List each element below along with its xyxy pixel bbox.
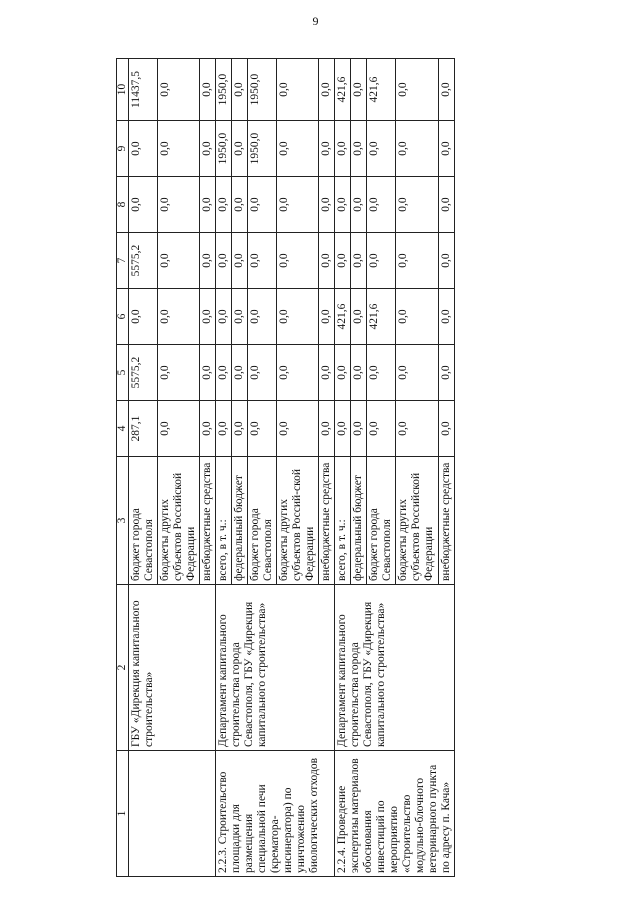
value-cell: 0,0 [232, 289, 248, 345]
value-cell: 0,0 [129, 177, 158, 233]
value-cell: 0,0 [129, 121, 158, 177]
value-cell: 0,0 [158, 289, 200, 345]
value-cell: 0,0 [200, 401, 216, 457]
page-number: 9 [312, 14, 319, 28]
value-cell: 0,0 [216, 177, 232, 233]
column-header: 9 [117, 121, 129, 177]
value-cell: 0,0 [319, 177, 335, 233]
value-cell: 0,0 [277, 401, 319, 457]
value-cell: 0,0 [158, 121, 200, 177]
funding-source: федеральный бюджет [351, 457, 367, 585]
funding-source: внебюджетные средства [319, 457, 335, 585]
value-cell: 0,0 [367, 121, 396, 177]
value-cell: 0,0 [438, 59, 454, 121]
column-header: 3 [117, 457, 129, 585]
value-cell: 0,0 [396, 177, 438, 233]
budget-table [116, 58, 455, 877]
funding-source: внебюджетные средства [200, 457, 216, 585]
value-cell: 0,0 [200, 289, 216, 345]
value-cell: 0,0 [200, 345, 216, 401]
value-cell: 0,0 [335, 233, 351, 289]
value-cell: 0,0 [319, 121, 335, 177]
value-cell: 0,0 [351, 345, 367, 401]
value-cell: 0,0 [396, 121, 438, 177]
table-row [129, 59, 158, 877]
header-row [117, 59, 129, 877]
funding-source: федеральный бюджет [232, 457, 248, 585]
value-cell: 0,0 [319, 289, 335, 345]
value-cell: 0,0 [158, 345, 200, 401]
value-cell: 0,0 [129, 289, 158, 345]
value-cell: 0,0 [351, 401, 367, 457]
value-cell: 0,0 [319, 233, 335, 289]
executor-cell: Департамент капитального строительства города Севастополя, ГБУ «Дирекция капитального строительства» [216, 585, 335, 751]
value-cell: 0,0 [351, 177, 367, 233]
value-cell: 0,0 [248, 177, 277, 233]
value-cell: 421,6 [335, 59, 351, 121]
funding-source: бюджет города Севастополя [129, 457, 158, 585]
value-cell: 5575,2 [129, 233, 158, 289]
value-cell: 0,0 [351, 59, 367, 121]
funding-source: бюджеты других субъектов Российской Федерации [158, 457, 200, 585]
value-cell: 0,0 [158, 59, 200, 121]
funding-source: бюджеты других субъектов Российской Федерации [396, 457, 438, 585]
value-cell: 0,0 [335, 401, 351, 457]
value-cell: 0,0 [351, 233, 367, 289]
funding-source: бюджеты других субъектов Россий-ской Федерации [277, 457, 319, 585]
value-cell: 0,0 [216, 345, 232, 401]
value-cell: 0,0 [438, 401, 454, 457]
value-cell: 0,0 [438, 345, 454, 401]
measure-name-empty [129, 751, 216, 877]
column-header: 2 [117, 585, 129, 751]
value-cell: 0,0 [396, 59, 438, 121]
value-cell: 0,0 [248, 233, 277, 289]
value-cell: 0,0 [351, 121, 367, 177]
value-cell: 1950,0 [248, 121, 277, 177]
value-cell: 0,0 [277, 233, 319, 289]
value-cell: 1950,0 [216, 121, 232, 177]
value-cell: 0,0 [216, 401, 232, 457]
column-header: 8 [117, 177, 129, 233]
value-cell: 0,0 [248, 401, 277, 457]
value-cell: 0,0 [248, 289, 277, 345]
value-cell: 0,0 [319, 59, 335, 121]
value-cell: 0,0 [277, 345, 319, 401]
value-cell: 0,0 [438, 289, 454, 345]
value-cell: 1950,0 [216, 59, 232, 121]
value-cell: 0,0 [367, 401, 396, 457]
funding-source: внебюджетные средства [438, 457, 454, 585]
value-cell: 0,0 [396, 233, 438, 289]
value-cell: 0,0 [335, 345, 351, 401]
measure-name: 2.2.3. Строительство площадки для размещения специальной печи (крематора-инсинератора) по уничтожению биологических отходов [216, 751, 335, 877]
value-cell: 0,0 [232, 177, 248, 233]
value-cell: 0,0 [396, 345, 438, 401]
funding-source: всего, в т. ч.: [216, 457, 232, 585]
funding-source: всего, в т. ч.: [335, 457, 351, 585]
value-cell: 0,0 [396, 289, 438, 345]
value-cell: 0,0 [438, 233, 454, 289]
column-header: 6 [117, 289, 129, 345]
value-cell: 0,0 [232, 401, 248, 457]
value-cell: 0,0 [335, 177, 351, 233]
value-cell: 421,6 [335, 289, 351, 345]
measure-name: 2.2.4. Проведение экспертизы материалов обоснования инвестиций по мероприятию «Строительство модульно-блочного ветеринарного пункта по адресу п. Кача» [335, 751, 455, 877]
value-cell: 0,0 [319, 401, 335, 457]
value-cell: 0,0 [200, 121, 216, 177]
value-cell: 0,0 [158, 233, 200, 289]
value-cell: 0,0 [216, 289, 232, 345]
column-header: 1 [117, 751, 129, 877]
column-header: 10 [117, 59, 129, 121]
funding-source: бюджет города Севастополя [248, 457, 277, 585]
column-header: 4 [117, 401, 129, 457]
value-cell: 0,0 [277, 177, 319, 233]
value-cell: 0,0 [158, 401, 200, 457]
rotated-table-area [116, 59, 583, 877]
value-cell: 0,0 [232, 345, 248, 401]
value-cell: 0,0 [277, 59, 319, 121]
value-cell: 0,0 [232, 59, 248, 121]
value-cell: 287,1 [129, 401, 158, 457]
value-cell: 1950,0 [248, 59, 277, 121]
value-cell: 0,0 [319, 345, 335, 401]
value-cell: 421,6 [367, 59, 396, 121]
value-cell: 0,0 [367, 233, 396, 289]
value-cell: 0,0 [200, 233, 216, 289]
executor-cell: ГБУ «Дирекция капитального строительства» [129, 585, 216, 751]
value-cell: 0,0 [232, 121, 248, 177]
funding-source: бюджет города Севастополя [367, 457, 396, 585]
value-cell: 0,0 [351, 289, 367, 345]
value-cell: 11437,5 [129, 59, 158, 121]
value-cell: 0,0 [248, 345, 277, 401]
value-cell: 5575,2 [129, 345, 158, 401]
value-cell: 0,0 [200, 177, 216, 233]
value-cell: 0,0 [367, 345, 396, 401]
column-header: 5 [117, 345, 129, 401]
value-cell: 0,0 [396, 401, 438, 457]
value-cell: 0,0 [367, 177, 396, 233]
value-cell: 0,0 [438, 177, 454, 233]
value-cell: 0,0 [277, 289, 319, 345]
value-cell: 0,0 [277, 121, 319, 177]
value-cell: 0,0 [335, 121, 351, 177]
value-cell: 421,6 [367, 289, 396, 345]
table-row [335, 59, 351, 877]
value-cell: 0,0 [158, 177, 200, 233]
value-cell: 0,0 [200, 59, 216, 121]
column-header: 7 [117, 233, 129, 289]
value-cell: 0,0 [216, 233, 232, 289]
executor-cell: Департамент капитального строительства города Севастополя, ГБУ «Дирекция капитального строительства» [335, 585, 455, 751]
value-cell: 0,0 [232, 233, 248, 289]
value-cell: 0,0 [438, 121, 454, 177]
table-row [216, 59, 232, 877]
